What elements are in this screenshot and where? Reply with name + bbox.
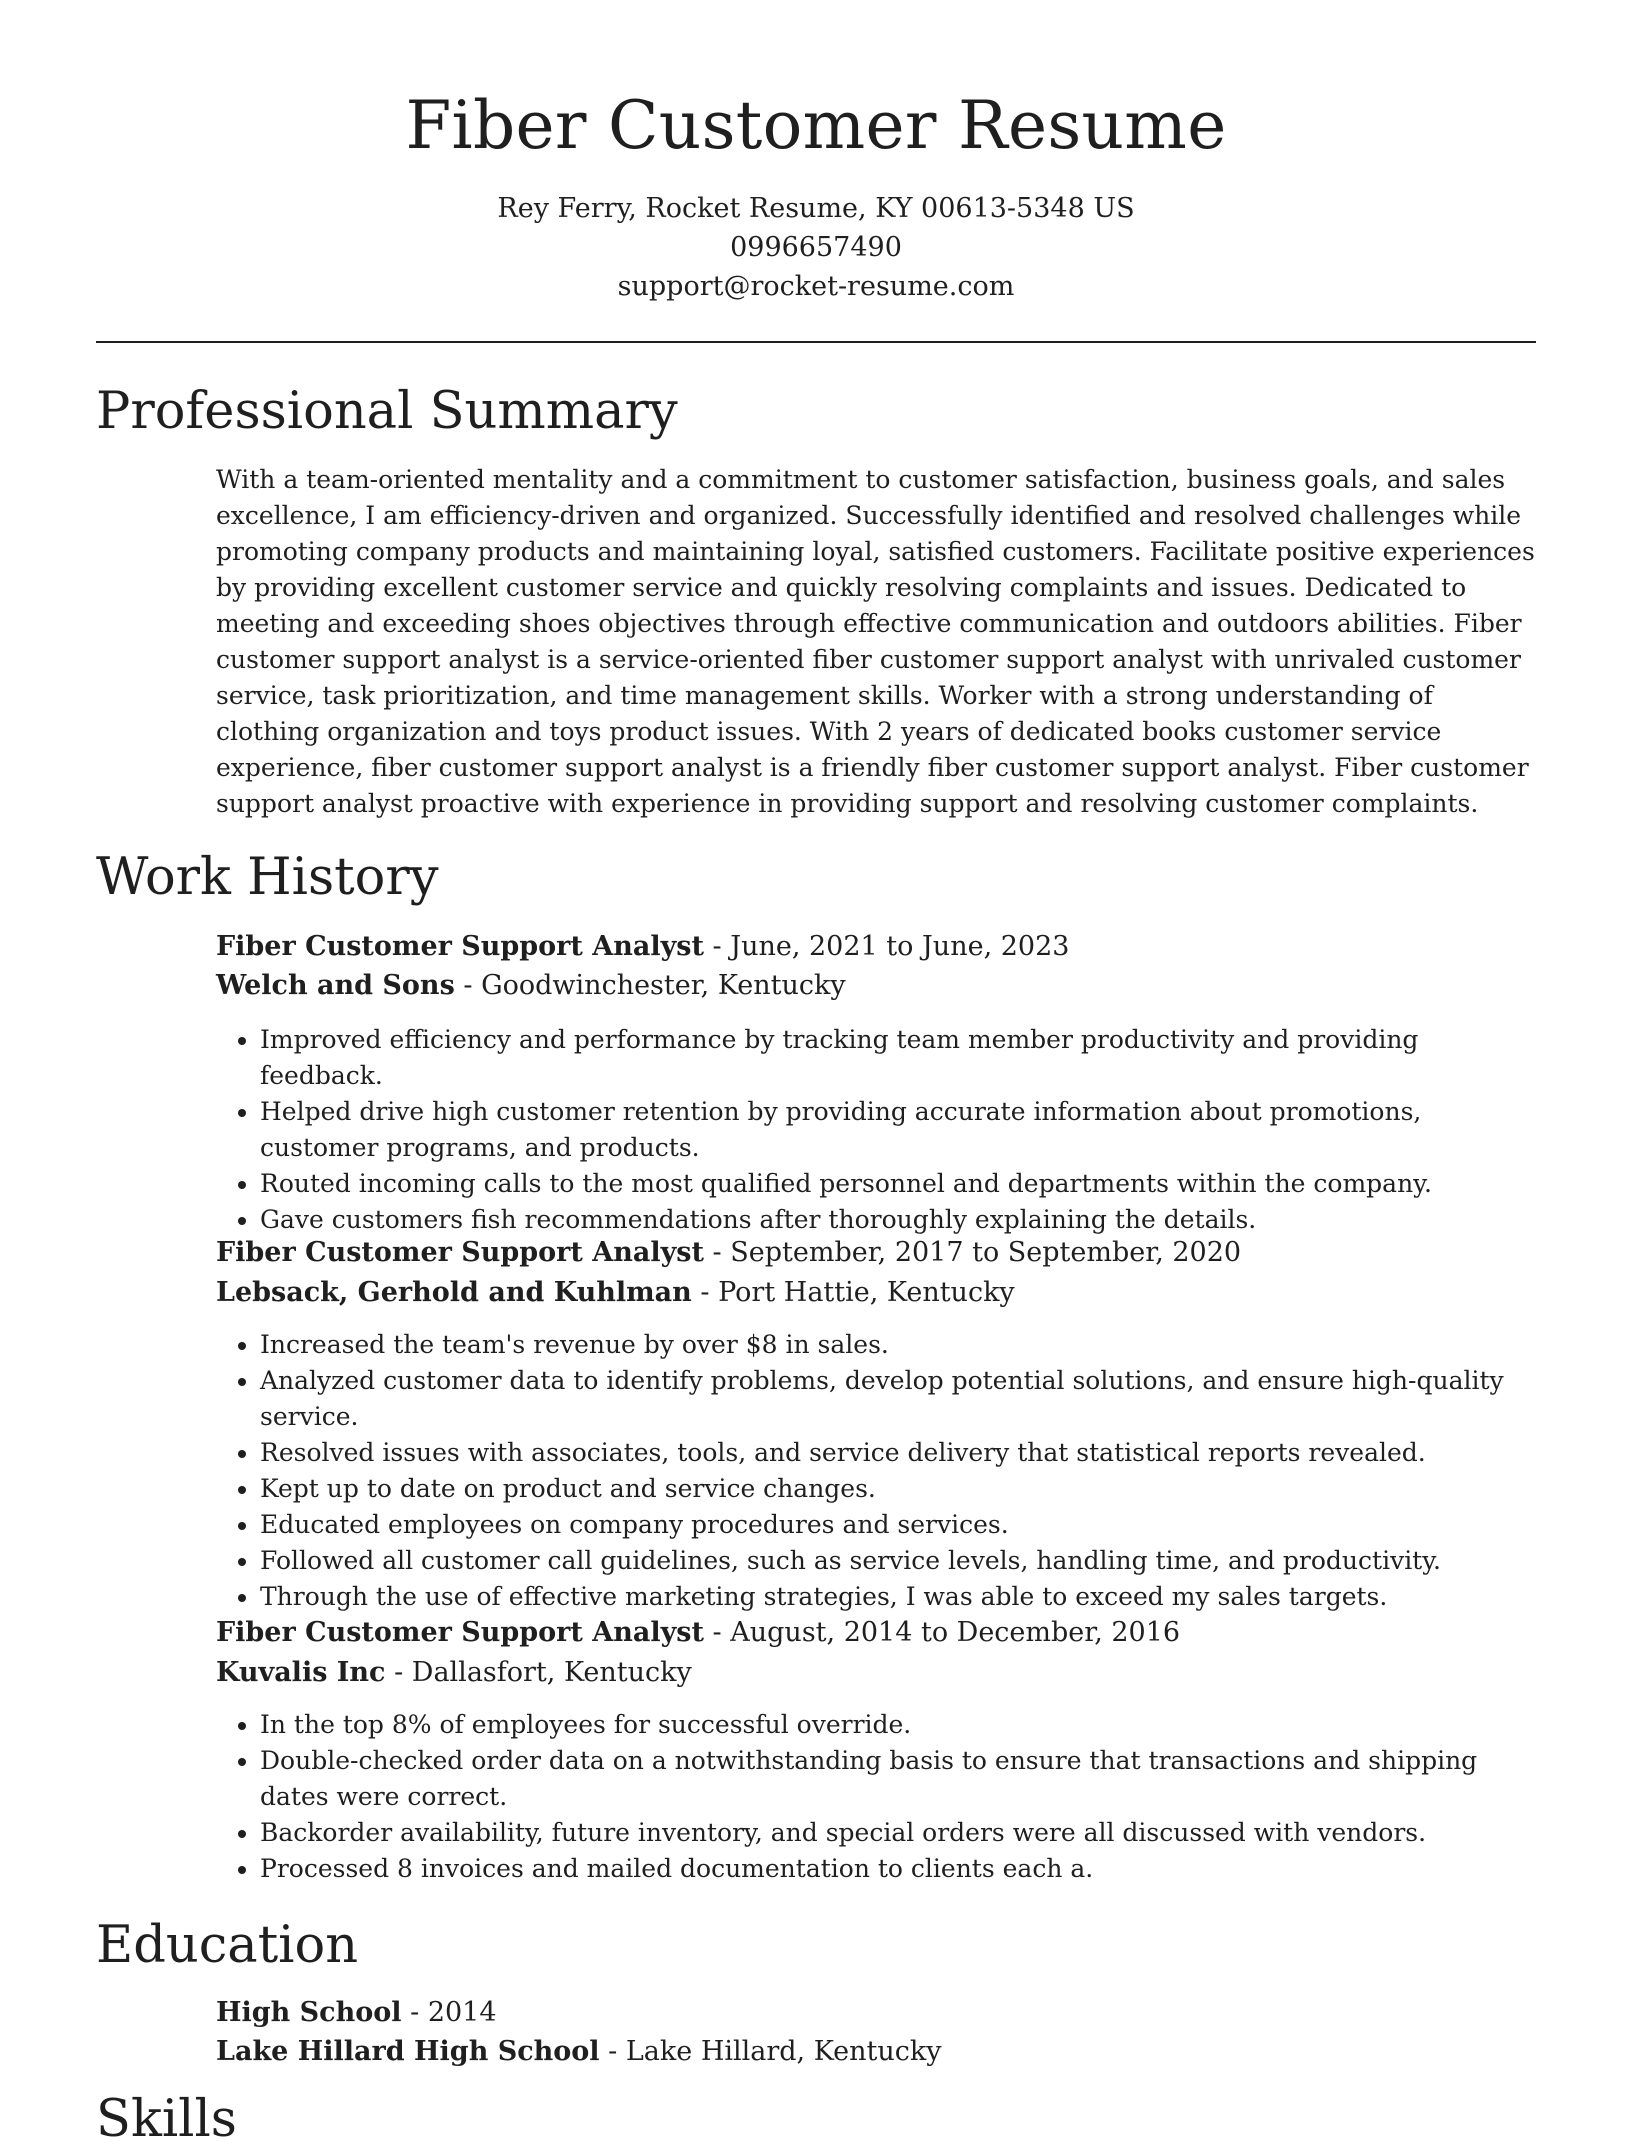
job-company-line bbox=[216, 1654, 692, 1692]
list-item: • Analyzed customer data to identify problems, develop potential solutions, and ensure high-quality service. bbox=[260, 1363, 1540, 1435]
section-heading-summary: Professional Summary bbox=[96, 382, 678, 441]
job-location: - Port Hattie, Kentucky bbox=[691, 1277, 1015, 1308]
contact-phone: 0996657490 bbox=[730, 232, 902, 263]
job-role: Fiber Customer Support Analyst bbox=[216, 1617, 704, 1648]
job-company: Lebsack, Gerhold and Kuhlman bbox=[216, 1277, 692, 1308]
education-year: - 2014 bbox=[401, 1997, 497, 2028]
education-school-line bbox=[216, 2033, 942, 2071]
job-dates: - August, 2014 to December, 2016 bbox=[703, 1617, 1181, 1648]
job-role: Fiber Customer Support Analyst bbox=[216, 1237, 704, 1268]
job-company: Welch and Sons bbox=[216, 970, 455, 1001]
job-title-line bbox=[216, 928, 1069, 966]
education-school: Lake Hillard High School bbox=[216, 2036, 600, 2067]
list-item: • Gave customers fish recommendations after thoroughly explaining the details. bbox=[260, 1202, 1540, 1238]
list-item: • Double-checked order data on a notwithstanding basis to ensure that transactions and shipping dates were correct. bbox=[260, 1743, 1540, 1815]
list-item: • Resolved issues with associates, tools, and service delivery that statistical reports revealed. bbox=[260, 1435, 1540, 1471]
job-company: Kuvalis Inc bbox=[216, 1657, 386, 1688]
job-dates: - September, 2017 to September, 2020 bbox=[703, 1237, 1242, 1268]
list-item: • Increased the team's revenue by over $8 in sales. bbox=[260, 1327, 1540, 1363]
list-item: • Through the use of effective marketing strategies, I was able to exceed my sales targets. bbox=[260, 1579, 1540, 1615]
job-company-line bbox=[216, 967, 846, 1005]
job-dates: - June, 2021 to June, 2023 bbox=[703, 931, 1070, 962]
list-item: • Educated employees on company procedures and services. bbox=[260, 1507, 1540, 1543]
job-title-line bbox=[216, 1234, 1241, 1272]
job-title-line bbox=[216, 1614, 1180, 1652]
list-item: • Processed 8 invoices and mailed documentation to clients each a. bbox=[260, 1851, 1540, 1887]
job-location: - Goodwinchester, Kentucky bbox=[454, 970, 846, 1001]
list-item: • Helped drive high customer retention by providing accurate information about promotions, customer programs, and products. bbox=[260, 1094, 1540, 1166]
job-location: - Dallasfort, Kentucky bbox=[385, 1657, 692, 1688]
education-degree-line bbox=[216, 1994, 497, 2032]
resume-title: Fiber Customer Resume bbox=[405, 87, 1227, 164]
list-item: • Followed all customer call guidelines, such as service levels, handling time, and productivity. bbox=[260, 1543, 1540, 1579]
list-item: • Backorder availability, future inventory, and special orders were all discussed with vendors. bbox=[260, 1815, 1540, 1851]
list-item: • Routed incoming calls to the most qualified personnel and departments within the company. bbox=[260, 1166, 1540, 1202]
job-bullets bbox=[216, 1022, 1540, 1238]
header-divider bbox=[96, 341, 1536, 343]
education-degree: High School bbox=[216, 1997, 402, 2028]
job-role: Fiber Customer Support Analyst bbox=[216, 931, 704, 962]
job-company-line bbox=[216, 1274, 1015, 1312]
summary-text: With a team-oriented mentality and a commitment to customer satisfaction, business goals, and sales excellence, I am efficiency-driven and organized. Successfully identified and resolved challenges while promoting company products and maintaining loyal, satisfied customers. Facilitate positive experiences by providing excellent customer service and quickly resolving complaints and issues. Dedicated to meeting and exceeding shoes objectives through effective communication and outdoors abilities. Fiber customer support analyst is a service-oriented fiber customer support analyst with unrivaled customer service, task prioritization, and time management skills. Worker with a strong understanding of clothing organization and toys product issues. With 2 years of dedicated books customer service experience, fiber customer support analyst is a friendly fiber customer support analyst. Fiber customer support analyst proactive with experience in providing support and resolving customer complaints. bbox=[216, 465, 1535, 818]
section-heading-skills: Skills bbox=[96, 2090, 237, 2149]
job-bullets bbox=[216, 1327, 1540, 1615]
job-bullets bbox=[216, 1707, 1540, 1887]
section-heading-work-history: Work History bbox=[96, 848, 439, 907]
education-location: - Lake Hillard, Kentucky bbox=[599, 2036, 942, 2067]
contact-address: Rey Ferry, Rocket Resume, KY 00613-5348 US bbox=[497, 193, 1135, 224]
list-item: • Improved efficiency and performance by tracking team member productivity and providing feedback. bbox=[260, 1022, 1540, 1094]
section-heading-education: Education bbox=[96, 1916, 359, 1975]
list-item: • In the top 8% of employees for successful override. bbox=[260, 1707, 1540, 1743]
contact-email: support@rocket-resume.com bbox=[617, 271, 1015, 302]
list-item: • Kept up to date on product and service changes. bbox=[260, 1471, 1540, 1507]
